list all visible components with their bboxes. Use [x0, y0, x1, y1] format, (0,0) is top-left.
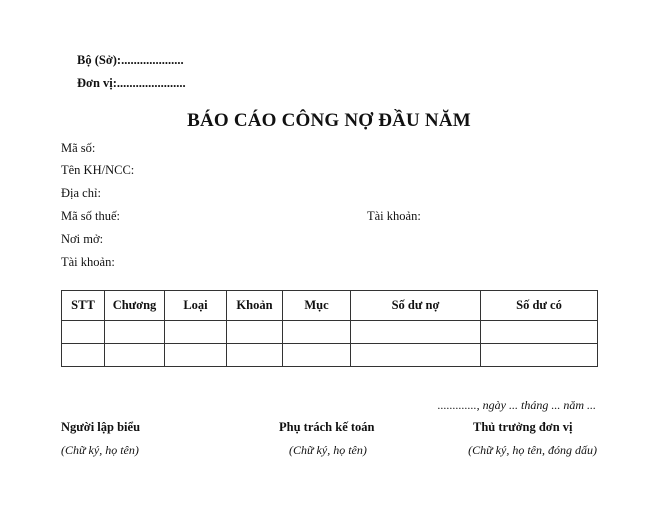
- column-header: Chương: [105, 291, 165, 321]
- report-title: BÁO CÁO CÔNG NỢ ĐẦU NĂM: [187, 110, 471, 131]
- column-header: STT: [62, 291, 105, 321]
- field-account-right: Tài khoản:: [367, 209, 421, 223]
- table-cell: [351, 344, 481, 367]
- table-cell: [481, 321, 598, 344]
- column-header: Loại: [165, 291, 227, 321]
- field-code: Mã số:: [61, 141, 96, 155]
- signature-accountant-note: (Chữ ký, họ tên): [289, 443, 367, 457]
- table-cell: [227, 321, 283, 344]
- table-cell: [351, 321, 481, 344]
- signature-preparer-title: Người lập biểu: [61, 420, 141, 434]
- ministry-line: Bộ (Sở):....................: [77, 53, 184, 67]
- table-row: [62, 344, 598, 367]
- table-cell: [481, 344, 598, 367]
- signature-accountant-title: Phụ trách kế toán: [279, 420, 375, 434]
- table-cell: [283, 344, 351, 367]
- column-header: Số dư nợ: [351, 291, 481, 321]
- column-header: Số dư có: [481, 291, 598, 321]
- table-cell: [165, 344, 227, 367]
- signature-head-note: (Chữ ký, họ tên, đóng dấu): [468, 443, 597, 457]
- signature-preparer-note: (Chữ ký, họ tên): [61, 443, 139, 457]
- table-cell: [105, 344, 165, 367]
- table-row: [62, 321, 598, 344]
- field-address: Địa chỉ:: [61, 186, 101, 200]
- table-header-row: [62, 291, 598, 321]
- column-header: Mục: [283, 291, 351, 321]
- field-tax-code: Mã số thuế:: [61, 209, 121, 223]
- field-account: Tài khoản:: [61, 255, 115, 269]
- date-line: ............., ngày ... tháng ... năm ...: [437, 398, 596, 412]
- field-opened-at: Nơi mở:: [61, 232, 104, 246]
- table-cell: [62, 321, 105, 344]
- debt-table: [61, 290, 598, 367]
- column-header: Khoản: [227, 291, 283, 321]
- table-cell: [105, 321, 165, 344]
- table-cell: [283, 321, 351, 344]
- unit-line: Đơn vị:......................: [77, 76, 186, 90]
- table-cell: [165, 321, 227, 344]
- table-cell: [62, 344, 105, 367]
- field-customer: Tên KH/NCC:: [61, 163, 135, 177]
- table-cell: [227, 344, 283, 367]
- signature-head-title: Thủ trưởng đơn vị: [473, 420, 573, 434]
